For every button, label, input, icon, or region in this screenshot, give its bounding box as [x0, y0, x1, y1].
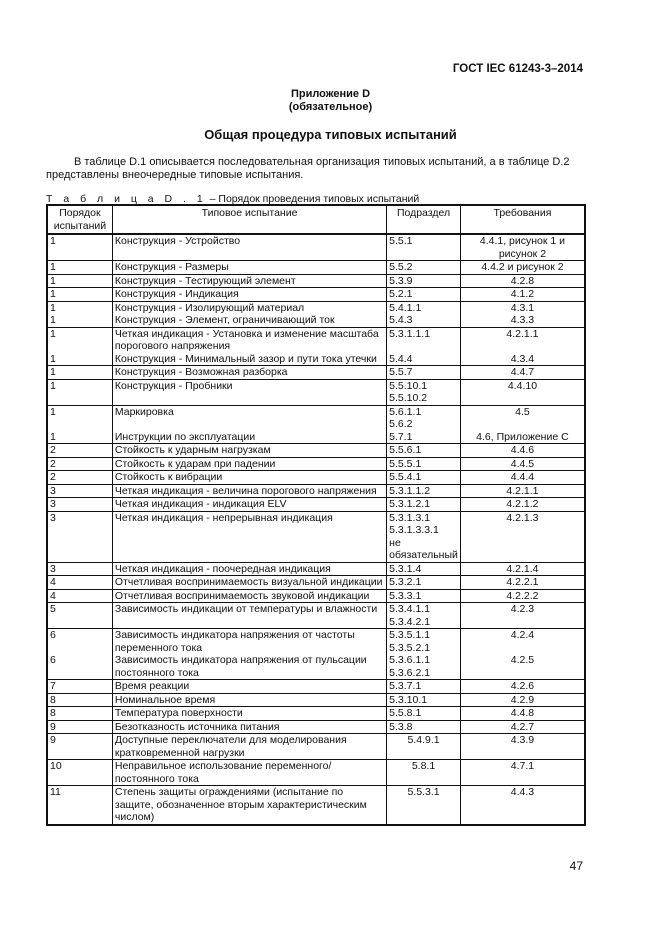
cell-order: 1	[47, 431, 112, 444]
cell-subsection: 5.3.9	[387, 274, 461, 288]
cell-order: 1	[47, 234, 112, 261]
cell-subsection: 5.5.3.1	[387, 786, 461, 825]
table-row	[47, 498, 585, 512]
cell-subsection: 5.4.4	[387, 353, 461, 366]
cell-subsection: 5.3.4.1.1 5.3.4.2.1	[387, 603, 461, 629]
cell-test: Безотказность источника питания	[112, 720, 386, 734]
cell-test: Конструкция - Индикация	[112, 288, 386, 302]
cell-order: 10	[47, 760, 112, 786]
cell-requirements: 4.4.2 и рисунок 2	[460, 261, 585, 275]
cell-subsection: 5.5.5.1	[387, 457, 461, 471]
cell-requirements: 4.3.4	[460, 353, 585, 366]
cell-subsection: 5.7.1	[387, 431, 461, 444]
cell-requirements: 4.6, Приложение C	[460, 431, 585, 444]
cell-requirements: 4.5	[460, 405, 585, 431]
cell-requirements: 4.2.1.3	[460, 511, 585, 562]
cell-test: Инструкции по эксплуатации	[112, 431, 386, 444]
table-row	[47, 720, 585, 734]
cell-test: Конструкция - Минимальный зазор и пути тока утечки	[112, 353, 386, 366]
header-test: Типовое испытание	[112, 205, 386, 234]
cell-subsection: 5.3.1.1.2	[387, 484, 461, 498]
cell-requirements: 4.2.2.2	[460, 589, 585, 603]
cell-order: 9	[47, 734, 112, 760]
cell-order: 1	[47, 301, 112, 314]
table-row	[47, 760, 585, 786]
cell-test: Четкая индикация - Установка и изменение масштаба порогового напряжения	[112, 327, 386, 353]
cell-test: Конструкция - Размеры	[112, 261, 386, 275]
cell-test: Стойкость к ударам при падении	[112, 457, 386, 471]
table-row	[47, 562, 585, 576]
cell-order: 3	[47, 562, 112, 576]
section-title: Общая процедура типовых испытаний	[204, 127, 457, 142]
cell-subsection: 5.3.5.1.1 5.3.5.2.1	[387, 629, 461, 655]
cell-requirements: 4.2.9	[460, 693, 585, 707]
cell-test: Неправильное использование переменного/постоянного тока	[112, 760, 386, 786]
header-order: Порядок испытаний	[47, 205, 112, 234]
intro-paragraph: В таблице D.1 описывается последовательная организация типовых испытаний, а в таблице D.2 представлены внеочередные типовые испытания.	[46, 156, 570, 181]
cell-test: Конструкция - Пробники	[112, 379, 386, 405]
cell-order: 6	[47, 629, 112, 655]
cell-requirements: 4.3.1	[460, 301, 585, 314]
cell-test: Отчетливая воспринимаемость визуальной индикации	[112, 576, 386, 590]
cell-order: 3	[47, 498, 112, 512]
cell-requirements: 4.2.1.2	[460, 498, 585, 512]
cell-test: Конструкция - Возможная разборка	[112, 366, 386, 380]
cell-requirements: 4.3.9	[460, 734, 585, 760]
cell-test: Зависимость индикатора напряжения от пульсации постоянного тока	[112, 654, 386, 680]
cell-test: Степень защиты ограждениями (испытание по защите, обозначенное вторым характеристическим числом)	[112, 786, 386, 825]
cell-order: 1	[47, 353, 112, 366]
table-row	[47, 511, 585, 562]
page-number: 47	[569, 859, 583, 873]
cell-test: Температура поверхности	[112, 707, 386, 721]
cell-order: 8	[47, 693, 112, 707]
cell-test: Четкая индикация - величина порогового напряжения	[112, 484, 386, 498]
table-row	[47, 327, 585, 353]
table-row	[47, 693, 585, 707]
table-row	[47, 629, 585, 655]
table-caption-label: Т а б л и ц а D . 1	[46, 193, 207, 205]
annex-heading	[0, 88, 661, 114]
cell-order: 1	[47, 405, 112, 431]
table-row	[47, 274, 585, 288]
cell-order: 6	[47, 654, 112, 680]
cell-order: 8	[47, 707, 112, 721]
table-row	[47, 734, 585, 760]
cell-test: Конструкция - Устройство	[112, 234, 386, 261]
table-row	[47, 589, 585, 603]
table-row	[47, 471, 585, 485]
cell-requirements: 4.4.5	[460, 457, 585, 471]
cell-test: Маркировка	[112, 405, 386, 431]
cell-subsection: 5.3.10.1	[387, 693, 461, 707]
cell-subsection: 5.3.2.1	[387, 576, 461, 590]
cell-subsection: 5.3.1.2.1	[387, 498, 461, 512]
cell-order: 1	[47, 288, 112, 302]
table-row	[47, 261, 585, 275]
cell-test: Время реакции	[112, 680, 386, 694]
standard-number: ГОСТ IEC 61243-3–2014	[452, 63, 583, 75]
cell-order: 1	[47, 327, 112, 353]
cell-test: Четкая индикация - индикация ELV	[112, 498, 386, 512]
cell-subsection: 5.5.7	[387, 366, 461, 380]
cell-subsection: 5.8.1	[387, 760, 461, 786]
cell-requirements: 4.2.2.1	[460, 576, 585, 590]
cell-requirements: 4.4.8	[460, 707, 585, 721]
table-row	[47, 314, 585, 327]
annex-title: Приложение D	[290, 88, 371, 100]
cell-requirements: 4.4.10	[460, 379, 585, 405]
cell-order: 1	[47, 261, 112, 275]
cell-requirements: 4.1.2	[460, 288, 585, 302]
cell-subsection: 5.5.2	[387, 261, 461, 275]
cell-requirements: 4.4.4	[460, 471, 585, 485]
cell-test: Зависимость индикации от температуры и влажности	[112, 603, 386, 629]
cell-order: 2	[47, 444, 112, 458]
cell-subsection: 5.4.3	[387, 314, 461, 327]
cell-subsection: 5.5.1	[387, 234, 461, 261]
cell-requirements: 4.2.1.1	[460, 484, 585, 498]
cell-requirements: 4.4.7	[460, 366, 585, 380]
cell-subsection: 5.3.6.1.1 5.3.6.2.1	[387, 654, 461, 680]
cell-order: 11	[47, 786, 112, 825]
cell-test: Четкая индикация - непрерывная индикация	[112, 511, 386, 562]
cell-test: Доступные переключатели для моделирования кратковременной нагрузки	[112, 734, 386, 760]
cell-order: 9	[47, 720, 112, 734]
table-row	[47, 484, 585, 498]
cell-test: Зависимость индикатора напряжения от частоты переменного тока	[112, 629, 386, 655]
cell-requirements: 4.3.3	[460, 314, 585, 327]
annex-status: (обязательное)	[288, 101, 373, 113]
cell-test: Четкая индикация - поочередная индикация	[112, 562, 386, 576]
cell-requirements: 4.4.3	[460, 786, 585, 825]
table-row	[47, 444, 585, 458]
table-header-row	[47, 205, 585, 234]
cell-subsection: 5.3.8	[387, 720, 461, 734]
table-row	[47, 288, 585, 302]
cell-subsection: 5.3.1.3.1 5.3.1.3.3.1 не обязательный	[387, 511, 461, 562]
table-row	[47, 379, 585, 405]
table-row	[47, 353, 585, 366]
table-row	[47, 786, 585, 825]
cell-requirements: 4.2.7	[460, 720, 585, 734]
table-row	[47, 680, 585, 694]
table-row	[47, 654, 585, 680]
header-requirements: Требования	[460, 205, 585, 234]
table-row	[47, 431, 585, 444]
cell-requirements: 4.4.6	[460, 444, 585, 458]
cell-requirements: 4.7.1	[460, 760, 585, 786]
cell-requirements: 4.2.5	[460, 654, 585, 680]
cell-order: 3	[47, 484, 112, 498]
cell-subsection: 5.5.4.1	[387, 471, 461, 485]
header-subsection: Подраздел	[387, 205, 461, 234]
cell-order: 4	[47, 589, 112, 603]
cell-order: 2	[47, 471, 112, 485]
table-body	[47, 234, 585, 825]
cell-subsection: 5.5.8.1	[387, 707, 461, 721]
table-row	[47, 301, 585, 314]
cell-test: Номинальное время	[112, 693, 386, 707]
cell-test: Стойкость к вибрации	[112, 471, 386, 485]
table-row	[47, 603, 585, 629]
cell-test: Стойкость к ударным нагрузкам	[112, 444, 386, 458]
cell-subsection: 5.6.1.1 5.6.2	[387, 405, 461, 431]
cell-requirements: 4.2.8	[460, 274, 585, 288]
cell-subsection: 5.4.9.1	[387, 734, 461, 760]
cell-requirements: 4.2.6	[460, 680, 585, 694]
test-order-table	[46, 204, 586, 826]
cell-requirements: 4.4.1, рисунок 1 и рисунок 2	[460, 234, 585, 261]
table-row	[47, 457, 585, 471]
cell-subsection: 5.5.10.1 5.5.10.2	[387, 379, 461, 405]
cell-subsection: 5.3.7.1	[387, 680, 461, 694]
cell-subsection: 5.3.1.1.1	[387, 327, 461, 353]
table-row	[47, 405, 585, 431]
cell-order: 1	[47, 314, 112, 327]
cell-test: Конструкция - Изолирующий материал	[112, 301, 386, 314]
cell-order: 1	[47, 274, 112, 288]
cell-requirements: 4.2.1.4	[460, 562, 585, 576]
cell-subsection: 5.3.1.4	[387, 562, 461, 576]
table-caption-text: – Порядок проведения типовых испытаний	[206, 193, 420, 205]
cell-order: 1	[47, 379, 112, 405]
cell-order: 3	[47, 511, 112, 562]
cell-subsection: 5.4.1.1	[387, 301, 461, 314]
cell-subsection: 5.3.3.1	[387, 589, 461, 603]
cell-requirements: 4.2.3	[460, 603, 585, 629]
cell-order: 2	[47, 457, 112, 471]
table-row	[47, 234, 585, 261]
cell-order: 7	[47, 680, 112, 694]
cell-test: Конструкция - Тестирующий элемент	[112, 274, 386, 288]
cell-subsection: 5.5.6.1	[387, 444, 461, 458]
cell-test: Отчетливая воспринимаемость звуковой индикации	[112, 589, 386, 603]
cell-order: 1	[47, 366, 112, 380]
cell-subsection: 5.2.1	[387, 288, 461, 302]
cell-order: 4	[47, 576, 112, 590]
cell-order: 5	[47, 603, 112, 629]
cell-requirements: 4.2.4	[460, 629, 585, 655]
cell-requirements: 4.2.1.1	[460, 327, 585, 353]
cell-test: Конструкция - Элемент, ограничивающий ток	[112, 314, 386, 327]
table-row	[47, 707, 585, 721]
table-row	[47, 366, 585, 380]
table-row	[47, 576, 585, 590]
